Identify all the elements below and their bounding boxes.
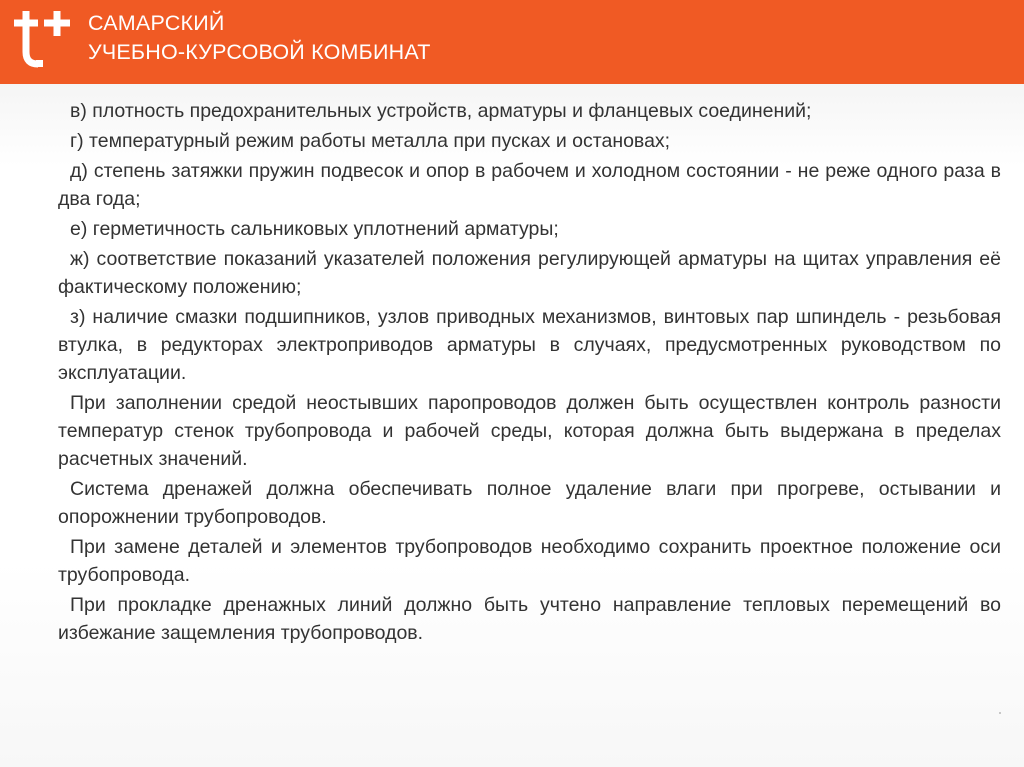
brand-name bbox=[88, 9, 431, 67]
slide-body bbox=[58, 97, 1001, 647]
list-item-zh: ж) соответствие показаний указателей положения регулирующей арматуры на щитах управления её фактическому положению; bbox=[58, 248, 1001, 298]
list-item-g: г) температурный режим работы металла при пусках и остановах; bbox=[70, 130, 671, 152]
list-item-d: д) степень затяжки пружин подвесок и опор в рабочем и холодном состоянии - не реже одного раза в два года; bbox=[58, 160, 1001, 210]
header-bar bbox=[0, 0, 1024, 84]
list-item-v: в) плотность предохранительных устройств, арматуры и фланцевых соединений; bbox=[70, 100, 812, 122]
paragraph-filling: При заполнении средой неостывших паропроводов должен быть осуществлен контроль разности температур стенок трубопровода и рабочей среды, которая должна быть выдержана в пределах расчетных значений. bbox=[58, 392, 1001, 470]
paragraph-drainage-system: Система дренажей должна обеспечивать полное удаление влаги при прогреве, остывании и опорожнении трубопроводов. bbox=[58, 478, 1001, 528]
list-item-z: з) наличие смазки подшипников, узлов приводных механизмов, винтовых пар шпиндель - резьбовая втулка, в редукторах электроприводов арматуры в случаях, предусмотренных руководством по эксплуатации. bbox=[58, 306, 1001, 384]
brand-line-1: САМАРСКИЙ bbox=[88, 11, 225, 35]
corner-dot bbox=[999, 712, 1001, 714]
paragraph-drain-lines: При прокладке дренажных линий должно быть учтено направление тепловых перемещений во избежание защемления трубопроводов. bbox=[58, 594, 1001, 644]
paragraph-parts-replacement: При замене деталей и элементов трубопроводов необходимо сохранить проектное положение оси трубопровода. bbox=[58, 536, 1001, 586]
brand-line-2: УЧЕБНО-КУРСОВОЙ КОМБИНАТ bbox=[88, 40, 431, 64]
list-item-e: е) герметичность сальниковых уплотнений арматуры; bbox=[70, 218, 559, 240]
tt-logo-icon bbox=[10, 6, 76, 76]
